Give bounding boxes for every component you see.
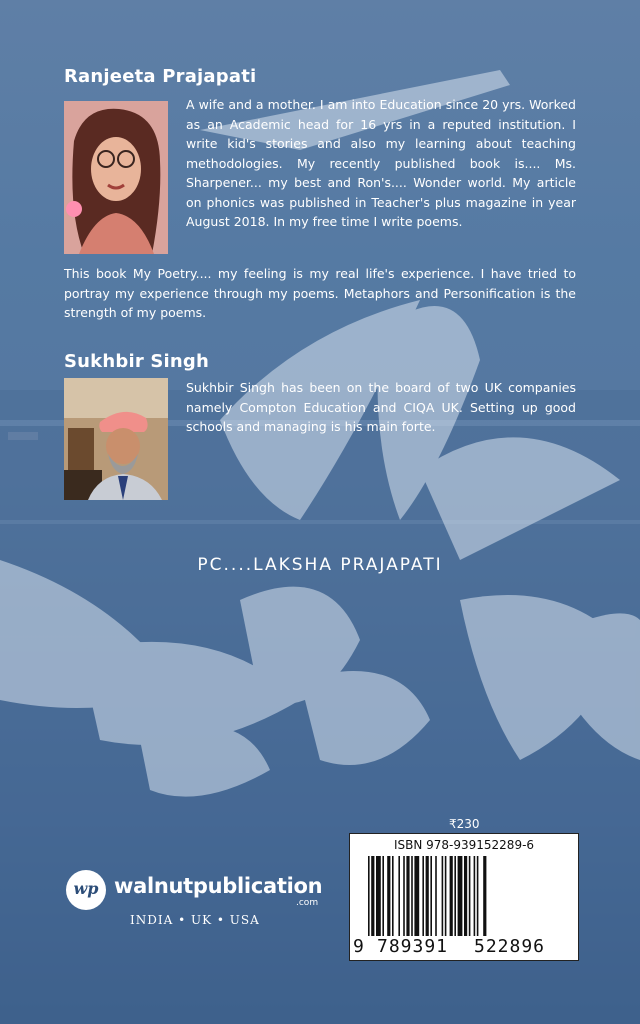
barcode-bar bbox=[376, 856, 381, 936]
publisher-domain: .com bbox=[296, 898, 319, 908]
isbn-label: ISBN 978-939152289-6 bbox=[393, 838, 535, 852]
author-photo-sukhbir bbox=[64, 378, 168, 500]
barcode-bar bbox=[398, 856, 400, 936]
barcode-bar bbox=[382, 856, 384, 936]
barcode-bar bbox=[371, 856, 374, 936]
author-name-sukhbir: Sukhbir Singh bbox=[64, 351, 210, 372]
walnut-logo-icon: wp bbox=[66, 870, 106, 910]
isbn-barcode bbox=[349, 833, 579, 961]
isbn-lead-digit: 9 bbox=[353, 936, 364, 957]
barcode-bar bbox=[387, 856, 390, 936]
price-label: ₹230 bbox=[449, 817, 480, 831]
barcode-bar bbox=[414, 856, 419, 936]
author-photo-ranjeeta bbox=[64, 101, 168, 254]
author-name-ranjeeta: Ranjeeta Prajapati bbox=[64, 66, 257, 87]
barcode-bar bbox=[454, 856, 456, 936]
portrait-illustration bbox=[64, 378, 168, 500]
author-bio-ranjeeta: A wife and a mother. I am into Education since 20 yrs. Worked as an Academic head for 16 yrs in a reputed institution. I write kid's stories and also my learning about teaching methodologies. My recently published book is.... Ms. Sharpener... my best and Ron's.... Wonder world. My article on phonics was published in Teacher's plus magazine in year August 2018. In my free time I write poems. bbox=[186, 97, 576, 229]
barcode-icon bbox=[366, 856, 574, 936]
barcode-bar bbox=[469, 856, 471, 936]
barcode-bar bbox=[474, 856, 476, 936]
barcode-bar bbox=[483, 856, 486, 936]
photo-credit: PC....LAKSHA PRAJAPATI bbox=[197, 555, 443, 575]
barcode-bar bbox=[477, 856, 479, 936]
barcode-bar bbox=[392, 856, 394, 936]
barcode-bar bbox=[450, 856, 453, 936]
author-bio-sukhbir: Sukhbir Singh has been on the board of two UK companies namely Compton Education and CIQA UK. Setting up good schools and managing is his main forte. bbox=[186, 380, 576, 434]
publisher-regions: INDIA • UK • USA bbox=[130, 913, 260, 927]
barcode-bar bbox=[442, 856, 444, 936]
barcode-bar bbox=[445, 856, 447, 936]
barcode-bar bbox=[464, 856, 467, 936]
barcode-bar bbox=[368, 856, 370, 936]
barcode-bar bbox=[403, 856, 405, 936]
publisher-name: walnutpublication bbox=[114, 874, 323, 898]
barcode-bar bbox=[422, 856, 424, 936]
barcode-bar bbox=[458, 856, 463, 936]
barcode-bar bbox=[430, 856, 432, 936]
portrait-illustration bbox=[64, 101, 168, 254]
barcode-bar bbox=[411, 856, 413, 936]
barcode-bar bbox=[426, 856, 429, 936]
barcode-bar bbox=[435, 856, 437, 936]
barcode-bar bbox=[406, 856, 409, 936]
isbn-digit-group-1: 789391 bbox=[377, 936, 449, 957]
isbn-digit-group-2: 522896 bbox=[474, 936, 546, 957]
book-description: This book My Poetry.... my feeling is my real life's experience. I have tried to portray my experience through my poems. Metaphors and Personification is the strength of my poems. bbox=[64, 266, 576, 320]
